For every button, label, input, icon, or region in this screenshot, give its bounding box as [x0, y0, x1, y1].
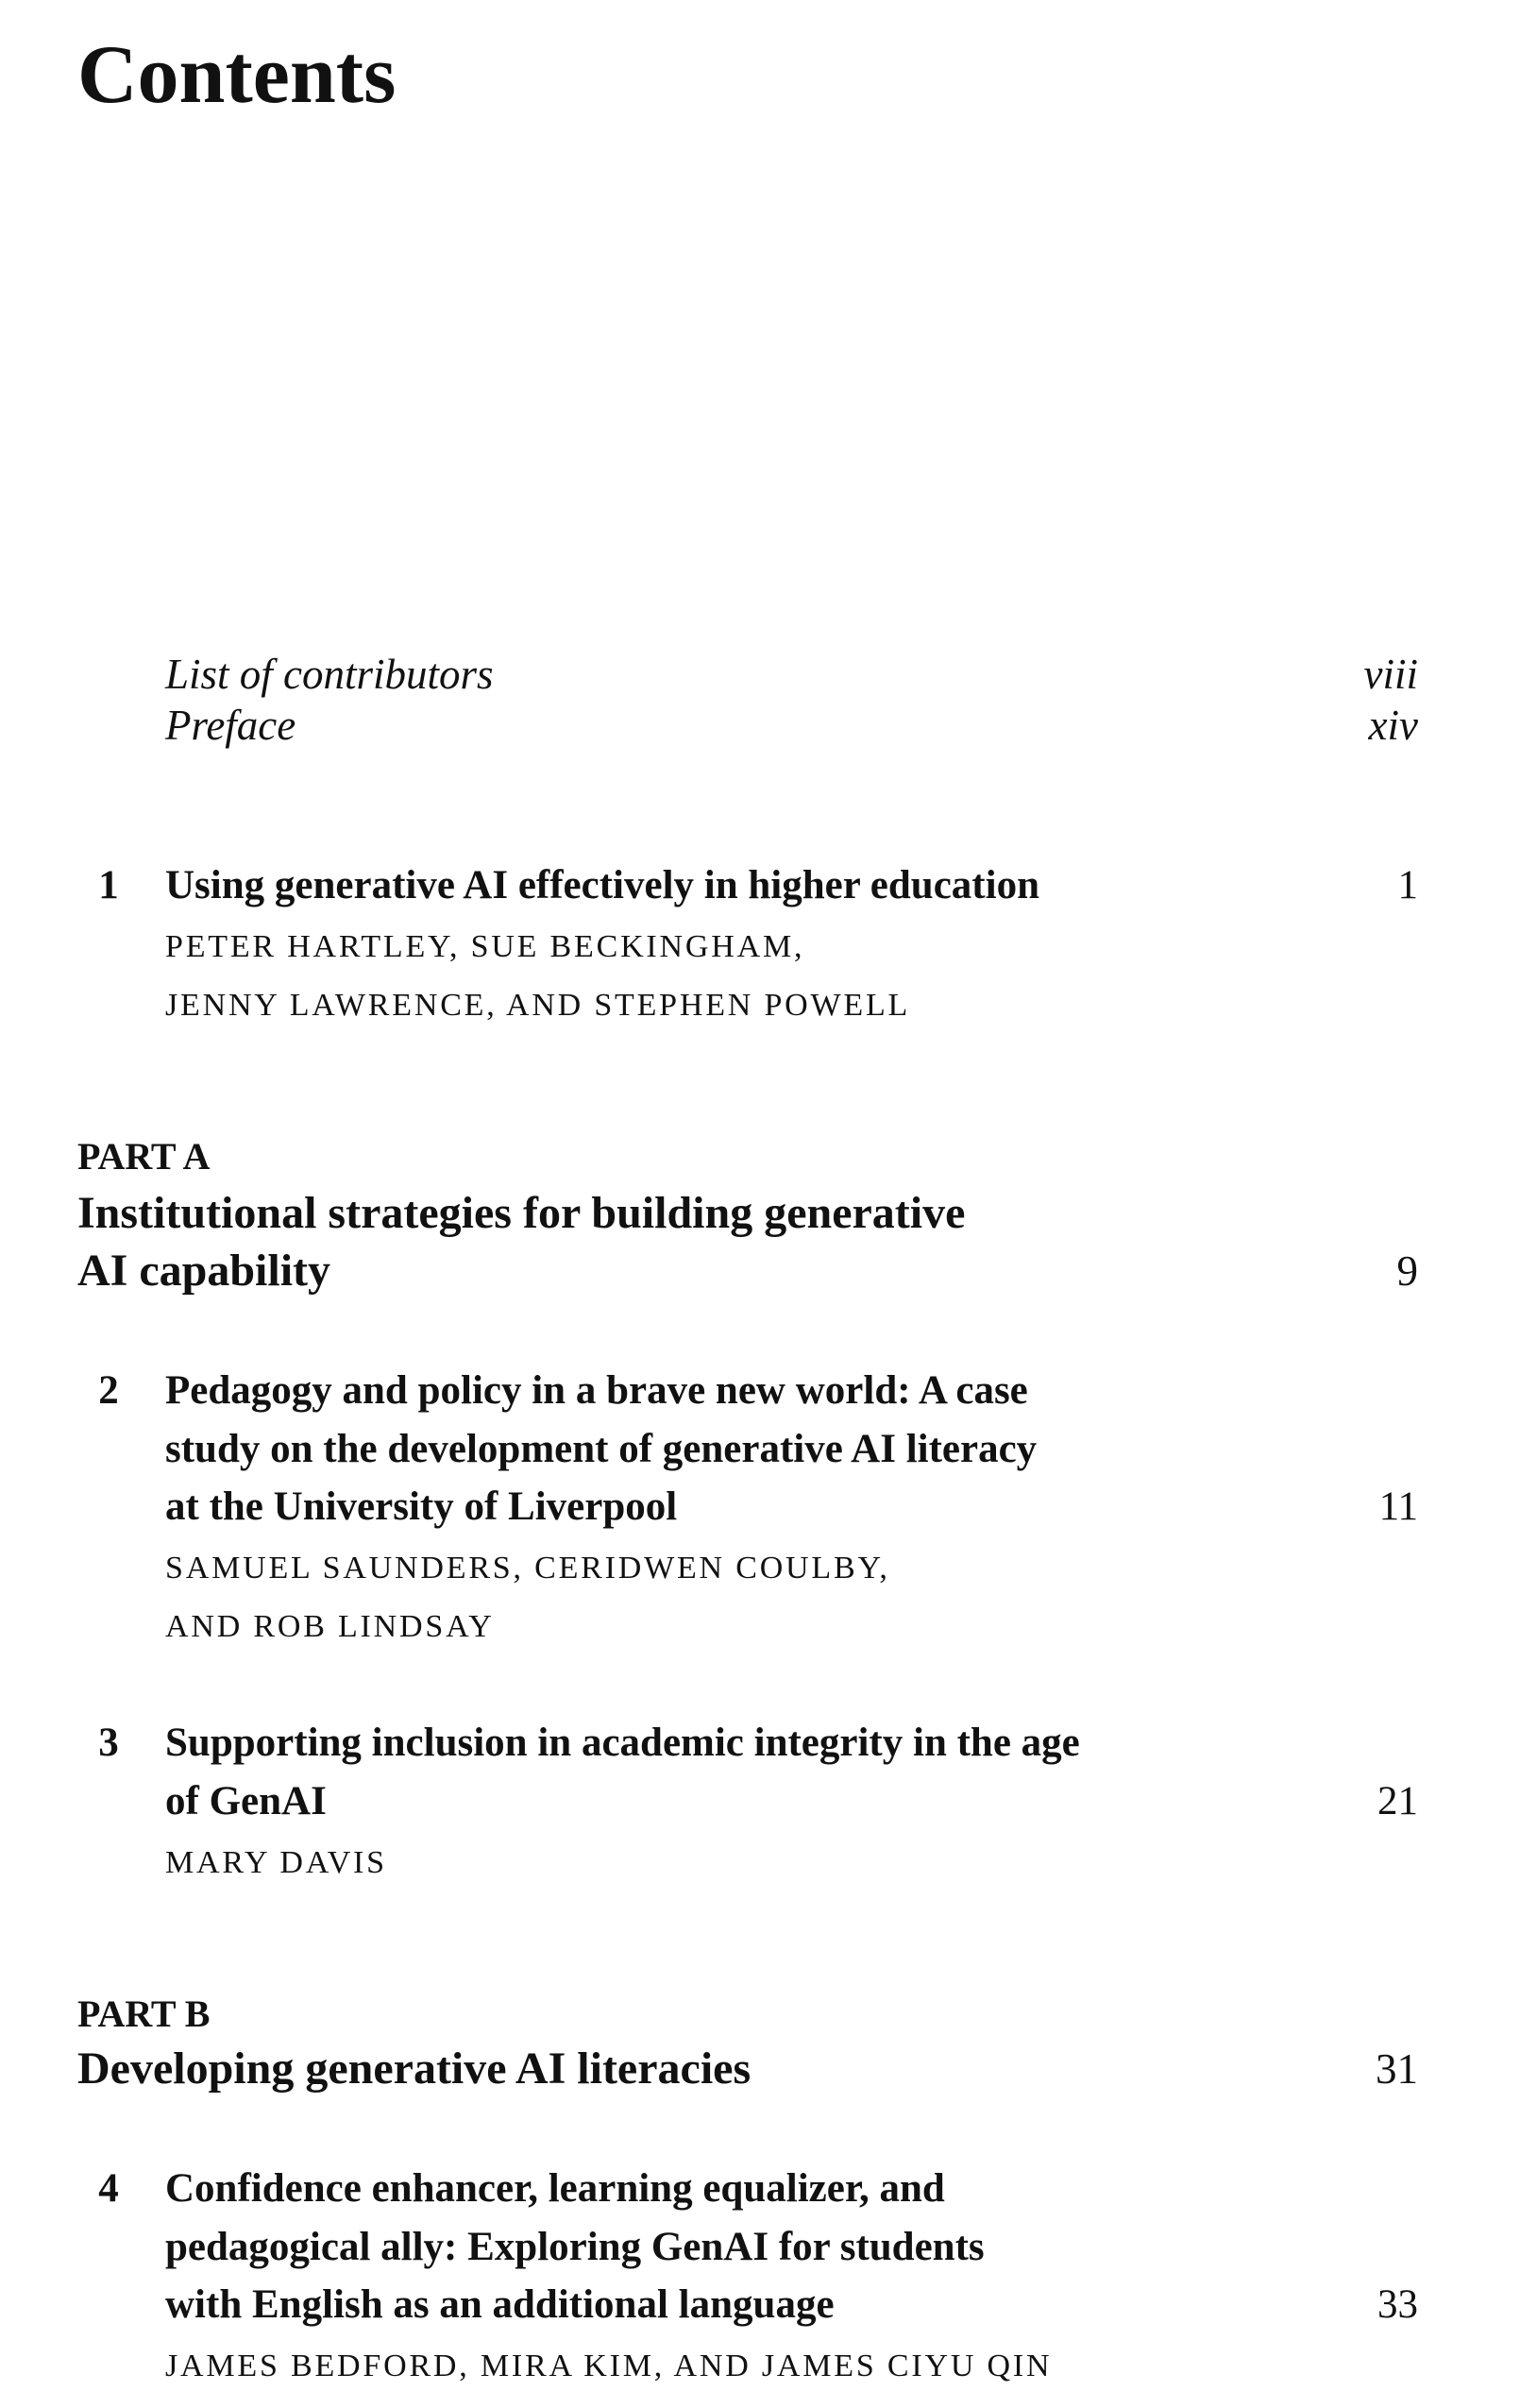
author-line: JAMES BEDFORD, MIRA KIM, AND JAMES CIYU QIN — [165, 2349, 1053, 2383]
part-title-line: Institutional strategies for building generative — [77, 1188, 966, 1238]
part-page-number: 9 — [1396, 1247, 1418, 1295]
chapter-page-number: 11 — [1378, 1484, 1418, 1529]
chapter-title-line: Confidence enhancer, learning equalizer, and — [165, 2166, 945, 2211]
chapter-page-number: 33 — [1377, 2282, 1418, 2327]
author-line: MARY DAVIS — [165, 1845, 387, 1880]
chapter-title[interactable] — [165, 1714, 1080, 1830]
chapter-title-line: Using generative AI effectively in higher education — [165, 863, 1039, 907]
chapter-title[interactable] — [165, 856, 1039, 915]
part-title-line: Developing generative AI literacies — [77, 2043, 752, 2094]
part-title[interactable] — [77, 2040, 751, 2097]
author-line: JENNY LAWRENCE, AND STEPHEN POWELL — [165, 988, 911, 1023]
page-title: Contents — [77, 29, 397, 121]
part-title[interactable] — [77, 1184, 965, 1299]
chapter-title-line: with English as an additional language — [165, 2282, 835, 2327]
chapter-title-line: study on the development of generative AI literacy — [165, 1426, 1038, 1471]
chapter-authors — [165, 1834, 387, 1892]
author-line: AND ROB LINDSAY — [165, 1609, 495, 1644]
chapter-title-line: pedagogical ally: Exploring GenAI for students — [165, 2224, 985, 2269]
toc-entry-contributors-title[interactable]: List of contributors — [165, 651, 494, 698]
part-title-line: AI capability — [77, 1246, 331, 1296]
chapter-title[interactable] — [165, 2160, 985, 2334]
chapter-title-line: of GenAI — [165, 1778, 327, 1823]
toc-entry-contributors-page: viii — [1363, 651, 1418, 698]
chapter-page-number: 21 — [1377, 1779, 1418, 1823]
chapter-authors — [165, 2337, 1052, 2396]
chapter-page-number: 1 — [1397, 863, 1418, 907]
chapter-number: 4 — [98, 2166, 119, 2211]
chapter-title[interactable] — [165, 1362, 1037, 1536]
chapter-title-line: Supporting inclusion in academic integrity in the age — [165, 1721, 1080, 1765]
part-page-number: 31 — [1376, 2045, 1418, 2093]
chapter-number: 1 — [98, 863, 119, 907]
chapter-title-line: Pedagogy and policy in a brave new world: A case — [165, 1368, 1028, 1413]
author-line: PETER HARTLEY, SUE BECKINGHAM, — [165, 929, 805, 964]
chapter-number: 2 — [98, 1368, 119, 1413]
chapter-authors — [165, 918, 910, 1035]
chapter-title-line: at the University of Liverpool — [165, 1484, 678, 1529]
chapter-authors — [165, 1539, 890, 1656]
toc-entry-preface-page: xiv — [1368, 702, 1418, 749]
toc-entry-preface-title[interactable]: Preface — [165, 702, 296, 749]
author-line: SAMUEL SAUNDERS, CERIDWEN COULBY, — [165, 1551, 890, 1586]
part-label: PART A — [77, 1135, 211, 1178]
chapter-number: 3 — [98, 1721, 119, 1765]
part-label: PART B — [77, 1993, 211, 2035]
